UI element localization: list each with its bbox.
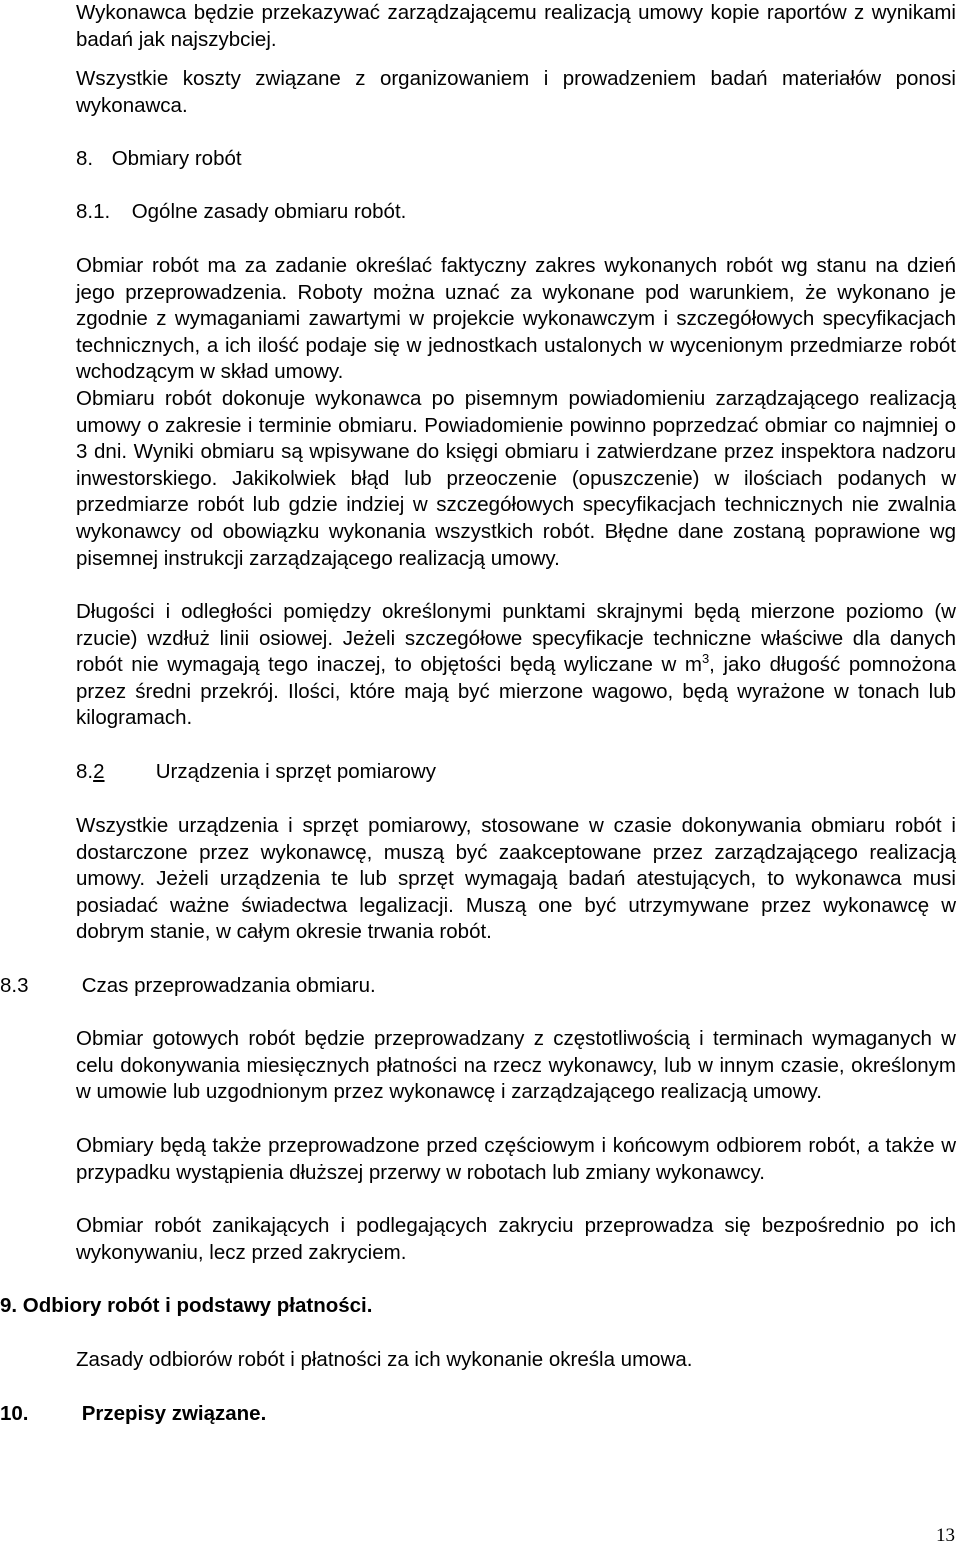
section-8-3-number: 8.3 (0, 974, 29, 997)
section-8-3-paragraph-1: Obmiar gotowych robót będzie przeprowadzany z częstotliwością i terminach wymaganych w celu dokonywania miesięcznych płatności na rzecz wykonawcy, lub w innym czasie, określonym w umowie lub uzgodnionym przez wykonawcę i zarządzającego realizacją umowy. (76, 1027, 956, 1104)
section-8-1-title: Ogólne zasady obmiaru robót. (131, 200, 407, 223)
section-8-number: 8. (76, 147, 94, 170)
section-8-1-paragraph-2: Obmiaru robót dokonuje wykonawca po pisemnym powiadomieniu zarządzającego realizacją umowy o zakresie i terminie obmiaru. Powiadomienie powinno poprzedzać obmiar co najmniej o 3 dni. Wyniki obmiaru są wpisywane do księgi obmiaru i zatwierdzane przez inspektora nadzoru inwestorskiego. Jakikolwiek błąd lub przeoczenie (opuszczenie) w ilościach podanych w przedmiarze robót lub gdzie indziej w szczegółowych specyfikacjach technicznych nie zwalnia wykonawcy od obowiązku wykonania wszystkich robót. Błędne dane zostaną poprawione wg pisemnej instrukcji zarządzającego realizacją umowy. (76, 387, 956, 570)
section-8-2-heading (76, 759, 436, 786)
page-number: 13 (936, 1525, 955, 1546)
section-8-1-paragraph-3-part-a: Długości i odległości pomiędzy określonymi punktami skrajnymi będą mierzone poziomo (w rzucie) wzdłuż linii osiowej. Jeżeli szczegółowe specyfikacje techniczne właściwe dla danych robót nie wymagają tego inaczej, to objętości będą wyliczane w m (76, 600, 956, 677)
section-8-1-paragraph-1: Obmiar robót ma za zadanie określać faktyczny zakres wykonanych robót wg stanu na dzień jego przeprowadzenia. Roboty można uznać za wykonane pod warunkiem, że wykonano je zgodnie z wymaganiami zawartymi w projekcie wykonawczym i szczegółowych specyfikacjach technicznych, a ich ilość podaje się w jednostkach ustalonych w wycenionym przedmiarze robót wchodzącym w skład umowy. (76, 254, 956, 384)
section-8-title: Obmiary robót (111, 147, 242, 170)
section-8-3-title: Czas przeprowadzania obmiaru. (81, 974, 376, 997)
section-8-2-number-a: 8. (76, 760, 94, 783)
section-8-heading (76, 146, 242, 173)
section-8-1-number: 8.1. (76, 200, 111, 223)
section-8-2-number-b: 2 (93, 760, 105, 783)
section-8-3-paragraph-3: Obmiar robót zanikających i podlegających zakryciu przeprowadza się bezpośrednio po ich wykonywaniu, lecz przed zakryciem. (76, 1214, 956, 1264)
section-8-3-heading (0, 973, 376, 1000)
intro-paragraph-2: Wszystkie koszty związane z organizowaniem i prowadzeniem badań materiałów ponosi wykonawca. (76, 67, 956, 117)
intro-paragraph-1: Wykonawca będzie przekazywać zarządzającemu realizacją umowy kopie raportów z wynikami badań jak najszybciej. (76, 1, 956, 51)
section-10-heading (0, 1401, 266, 1428)
section-8-1-paragraph-3-part-b: , jako długość pomnożona przez średni przekrój. Ilości, które mają być mierzone wagowo, będą wyrażone w tonach lub kilogramach. (76, 653, 957, 730)
section-8-2-number (76, 759, 150, 786)
section-9-paragraph-1: Zasady odbiorów robót i płatności za ich wykonanie określa umowa. (76, 1348, 693, 1371)
section-9-heading: 9. Odbiory robót i podstawy płatności. (0, 1294, 373, 1317)
section-8-3-paragraph-2: Obmiary będą także przeprowadzone przed częściowym i końcowym odbiorem robót, a także w przypadku wystąpienia dłuższej przerwy w robotach lub zmiany wykonawcy. (76, 1134, 956, 1184)
section-8-1-heading (76, 199, 406, 226)
section-8-2-title: Urządzenia i sprzęt pomiarowy (155, 760, 436, 783)
cubic-superscript: 3 (701, 651, 710, 667)
section-8-1-paragraph-3 (76, 599, 956, 732)
section-8-2-paragraph-1: Wszystkie urządzenia i sprzęt pomiarowy, stosowane w czasie dokonywania obmiaru robót i dostarczone przez wykonawcę, muszą być zaakceptowane przez zarządzającego realizacją umowy. Jeżeli urządzenia te lub sprzęt wymagają badań atestujących, to wykonawca musi posiadać ważne świadectwa legalizacji. Muszą one być utrzymywane przez wykonawcę w dobrym stanie, w całym okresie trwania robót. (76, 814, 956, 944)
section-10-number: 10. (0, 1402, 29, 1425)
section-10-title: Przepisy związane. (81, 1402, 267, 1425)
